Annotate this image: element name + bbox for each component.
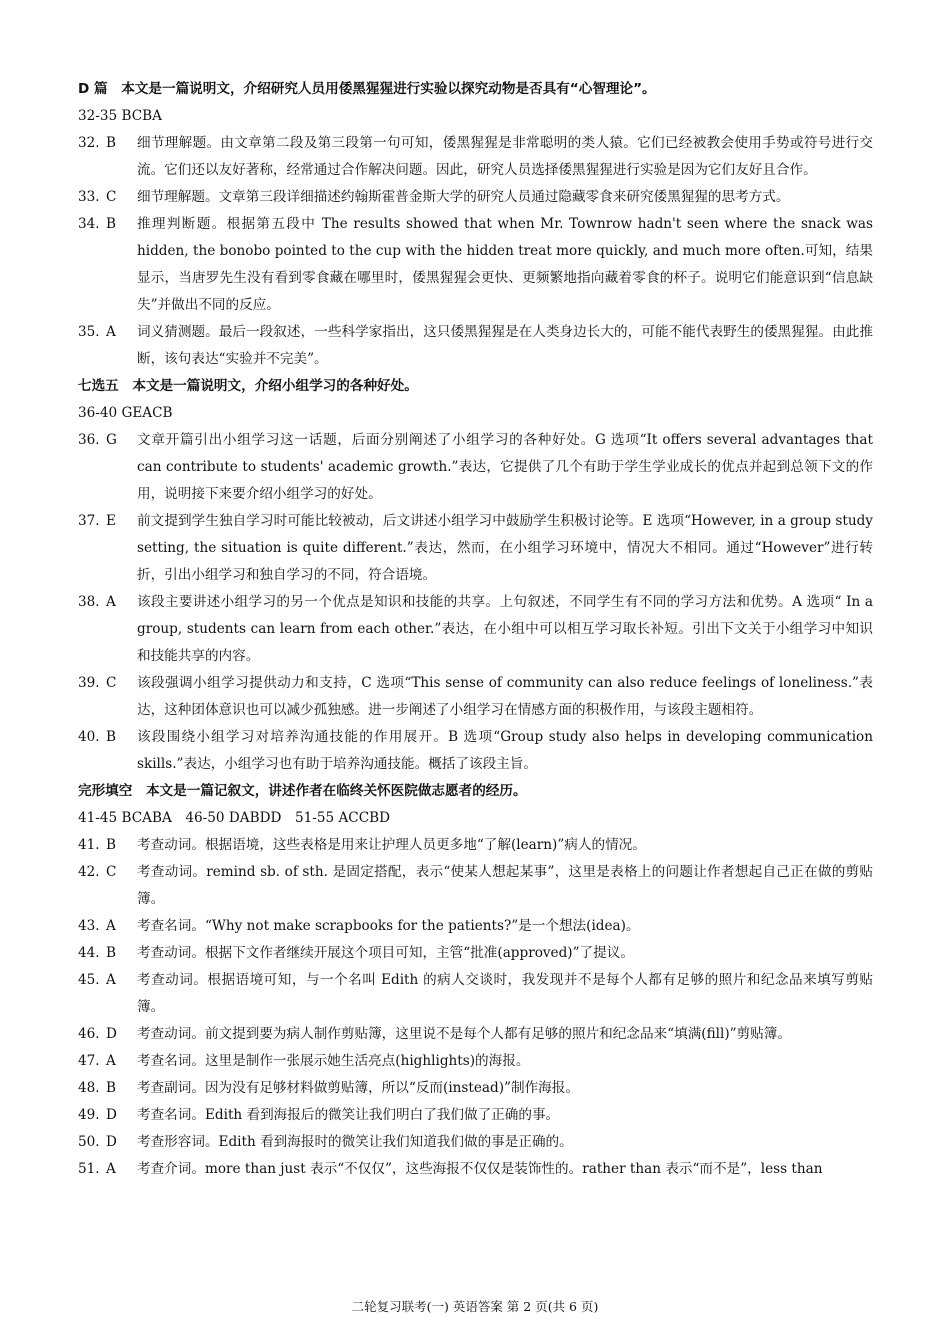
answer-letter: D [106, 1134, 117, 1150]
explanation-text: 推理判断题。根据第五段中 The results showed that when Mr. Townrow hadn't seen where the snack was hidden, the bonobo pointed to the cup with the hidden treat more quickly, and much more often.可知，结果显示，当唐罗先生没有看到零食藏在哪里时，倭黑猩猩会更快、更频繁地指向藏着零食的杯子。说明它们能意识到“信息缺失”并做出不同的反应。 [137, 216, 873, 313]
question-number: 45. [78, 972, 100, 988]
answer-letter: D [106, 1026, 117, 1042]
explanation-item [78, 1129, 873, 1156]
answer-letter: B [106, 837, 116, 853]
answer-key-line: 41-45 BCABA 46-50 DABDD 51-55 ACCBD [78, 810, 390, 826]
explanation-text: 考查动词。根据下文作者继续开展这个项目可知，主管“批准(approved)”了提议。 [137, 945, 634, 961]
answer-key-page [78, 76, 873, 1183]
section-block [78, 76, 873, 373]
explanation-text: 词义猜测题。最后一段叙述，一些科学家指出，这只倭黑猩猩是在人类身边长大的，可能不能代表野生的倭黑猩猩。由此推断，该句表达“实验并不完美”。 [137, 324, 873, 367]
explanation-item [78, 859, 873, 913]
answer-letter: A [106, 1053, 116, 1069]
explanation-item [78, 319, 873, 373]
explanation-text: 考查介词。more than just 表示“不仅仅”，这些海报不仅仅是装饰性的。rather than 表示“而不是”，less than [137, 1161, 823, 1177]
explanation-item [78, 1048, 873, 1075]
explanation-item [78, 724, 873, 778]
explanation-text: 考查动词。前文提到要为病人制作剪贴簿，这里说不是每个人都有足够的照片和纪念品来“填满(fill)”剪贴簿。 [137, 1026, 791, 1042]
explanation-text: 细节理解题。文章第三段详细描述约翰斯霍普金斯大学的研究人员通过隐藏零食来研究倭黑猩猩的思考方式。 [137, 189, 790, 205]
explanation-item [78, 508, 873, 589]
answer-key-line: 36-40 GEACB [78, 405, 173, 421]
answer-letter: A [106, 972, 116, 988]
question-number: 51. [78, 1161, 100, 1177]
explanation-item [78, 832, 873, 859]
answer-letter: C [106, 675, 117, 691]
question-number: 49. [78, 1107, 100, 1123]
explanation-text: 该段围绕小组学习对培养沟通技能的作用展开。B 选项“Group study also helps in developing communication skills.”表达，小组学习也有助于培养沟通技能。概括了该段主旨。 [137, 729, 873, 772]
question-number: 41. [78, 837, 100, 853]
question-number: 48. [78, 1080, 100, 1096]
explanation-item [78, 184, 873, 211]
question-number: 40. [78, 729, 100, 745]
explanation-item [78, 1021, 873, 1048]
section-block [78, 373, 873, 778]
section-heading: 完形填空 本文是一篇记叙文，讲述作者在临终关怀医院做志愿者的经历。 [78, 783, 527, 799]
section-heading: 七选五 本文是一篇说明文，介绍小组学习的各种好处。 [78, 378, 418, 394]
question-number: 34. [78, 216, 100, 232]
answer-letter: A [106, 324, 116, 340]
explanation-text: 考查名词。这里是制作一张展示她生活亮点(highlights)的海报。 [137, 1053, 530, 1069]
answer-letter: B [106, 945, 116, 961]
explanation-item [78, 967, 873, 1021]
explanation-text: 文章开篇引出小组学习这一话题，后面分别阐述了小组学习的各种好处。G 选项“It offers several advantages that can contribute to students' academic growth.”表达，它提供了几个有助于学生学业成长的优点并起到总领下文的作用，说明接下来要介绍小组学习的好处。 [137, 432, 873, 502]
answer-letter: A [106, 594, 116, 610]
explanation-item [78, 1102, 873, 1129]
explanation-text: 考查动词。根据语境，这些表格是用来让护理人员更多地“了解(learn)”病人的情况。 [137, 837, 646, 853]
question-number: 39. [78, 675, 100, 691]
explanation-item [78, 211, 873, 319]
explanation-item [78, 940, 873, 967]
explanation-item [78, 670, 873, 724]
explanation-text: 细节理解题。由文章第二段及第三段第一句可知，倭黑猩猩是非常聪明的类人猿。它们已经被教会使用手势或符号进行交流。它们还以友好著称，经常通过合作解决问题。因此，研究人员选择倭黑猩猩进行实验是因为它们友好且合作。 [137, 135, 873, 178]
answer-letter: A [106, 918, 116, 934]
explanation-text: 考查动词。remind sb. of sth. 是固定搭配，表示“使某人想起某事”，这里是表格上的问题让作者想起自己正在做的剪贴簿。 [137, 864, 873, 907]
question-number: 43. [78, 918, 100, 934]
question-number: 42. [78, 864, 100, 880]
answer-letter: B [106, 135, 116, 151]
answer-letter: D [106, 1107, 117, 1123]
answer-letter: E [106, 513, 116, 529]
explanation-item [78, 913, 873, 940]
question-number: 33. [78, 189, 100, 205]
explanation-item [78, 1156, 873, 1183]
explanation-text: 该段强调小组学习提供动力和支持，C 选项“This sense of community can also reduce feelings of loneliness.”表达，这种团体意识也可以减少孤独感。进一步阐述了小组学习在情感方面的积极作用，与该段主题相符。 [137, 675, 873, 718]
question-number: 36. [78, 432, 100, 448]
explanation-text: 前文提到学生独自学习时可能比较被动，后文讲述小组学习中鼓励学生积极讨论等。E 选项“However, in a group study setting, the situation is quite different.”表达，然而，在小组学习环境中，情况大不相同。通过“However”进行转折，引出小组学习和独自学习的不同，符合语境。 [137, 513, 873, 583]
page-footer: 二轮复习联考(一) 英语答案 第 2 页(共 6 页) [351, 1299, 599, 1314]
explanation-item [78, 589, 873, 670]
explanation-item [78, 427, 873, 508]
explanation-text: 考查形容词。Edith 看到海报时的微笑让我们知道我们做的事是正确的。 [137, 1134, 573, 1150]
answer-letter: A [106, 1161, 116, 1177]
question-number: 47. [78, 1053, 100, 1069]
explanation-text: 该段主要讲述小组学习的另一个优点是知识和技能的共享。上句叙述，不同学生有不同的学习方法和优势。A 选项“ In a group, students can learn from each other.”表达，在小组中可以相互学习取长补短。引出下文关于小组学习中知识和技能共享的内容。 [137, 594, 873, 664]
question-number: 37. [78, 513, 100, 529]
explanation-text: 考查动词。根据语境可知，与一个名叫 Edith 的病人交谈时，我发现并不是每个人都有足够的照片和纪念品来填写剪贴簿。 [137, 972, 873, 1015]
question-number: 50. [78, 1134, 100, 1150]
section-block [78, 778, 873, 1183]
answer-letter: C [106, 189, 117, 205]
question-number: 44. [78, 945, 100, 961]
question-number: 46. [78, 1026, 100, 1042]
answer-key-line: 32-35 BCBA [78, 108, 162, 124]
question-number: 35. [78, 324, 100, 340]
answer-letter: B [106, 216, 116, 232]
answer-letter: C [106, 864, 117, 880]
explanation-text: 考查名词。Edith 看到海报后的微笑让我们明白了我们做了正确的事。 [137, 1107, 560, 1123]
explanation-item [78, 1075, 873, 1102]
explanation-text: 考查名词。“Why not make scrapbooks for the patients?”是一个想法(idea)。 [137, 918, 640, 934]
question-number: 32. [78, 135, 100, 151]
answer-letter: B [106, 729, 116, 745]
answer-letter: B [106, 1080, 116, 1096]
explanation-item [78, 130, 873, 184]
answer-letter: G [106, 432, 117, 448]
question-number: 38. [78, 594, 100, 610]
section-heading: D 篇 本文是一篇说明文，介绍研究人员用倭黑猩猩进行实验以探究动物是否具有“心智理论”。 [78, 81, 656, 97]
explanation-text: 考查副词。因为没有足够材料做剪贴簿，所以“反而(instead)”制作海报。 [137, 1080, 579, 1096]
